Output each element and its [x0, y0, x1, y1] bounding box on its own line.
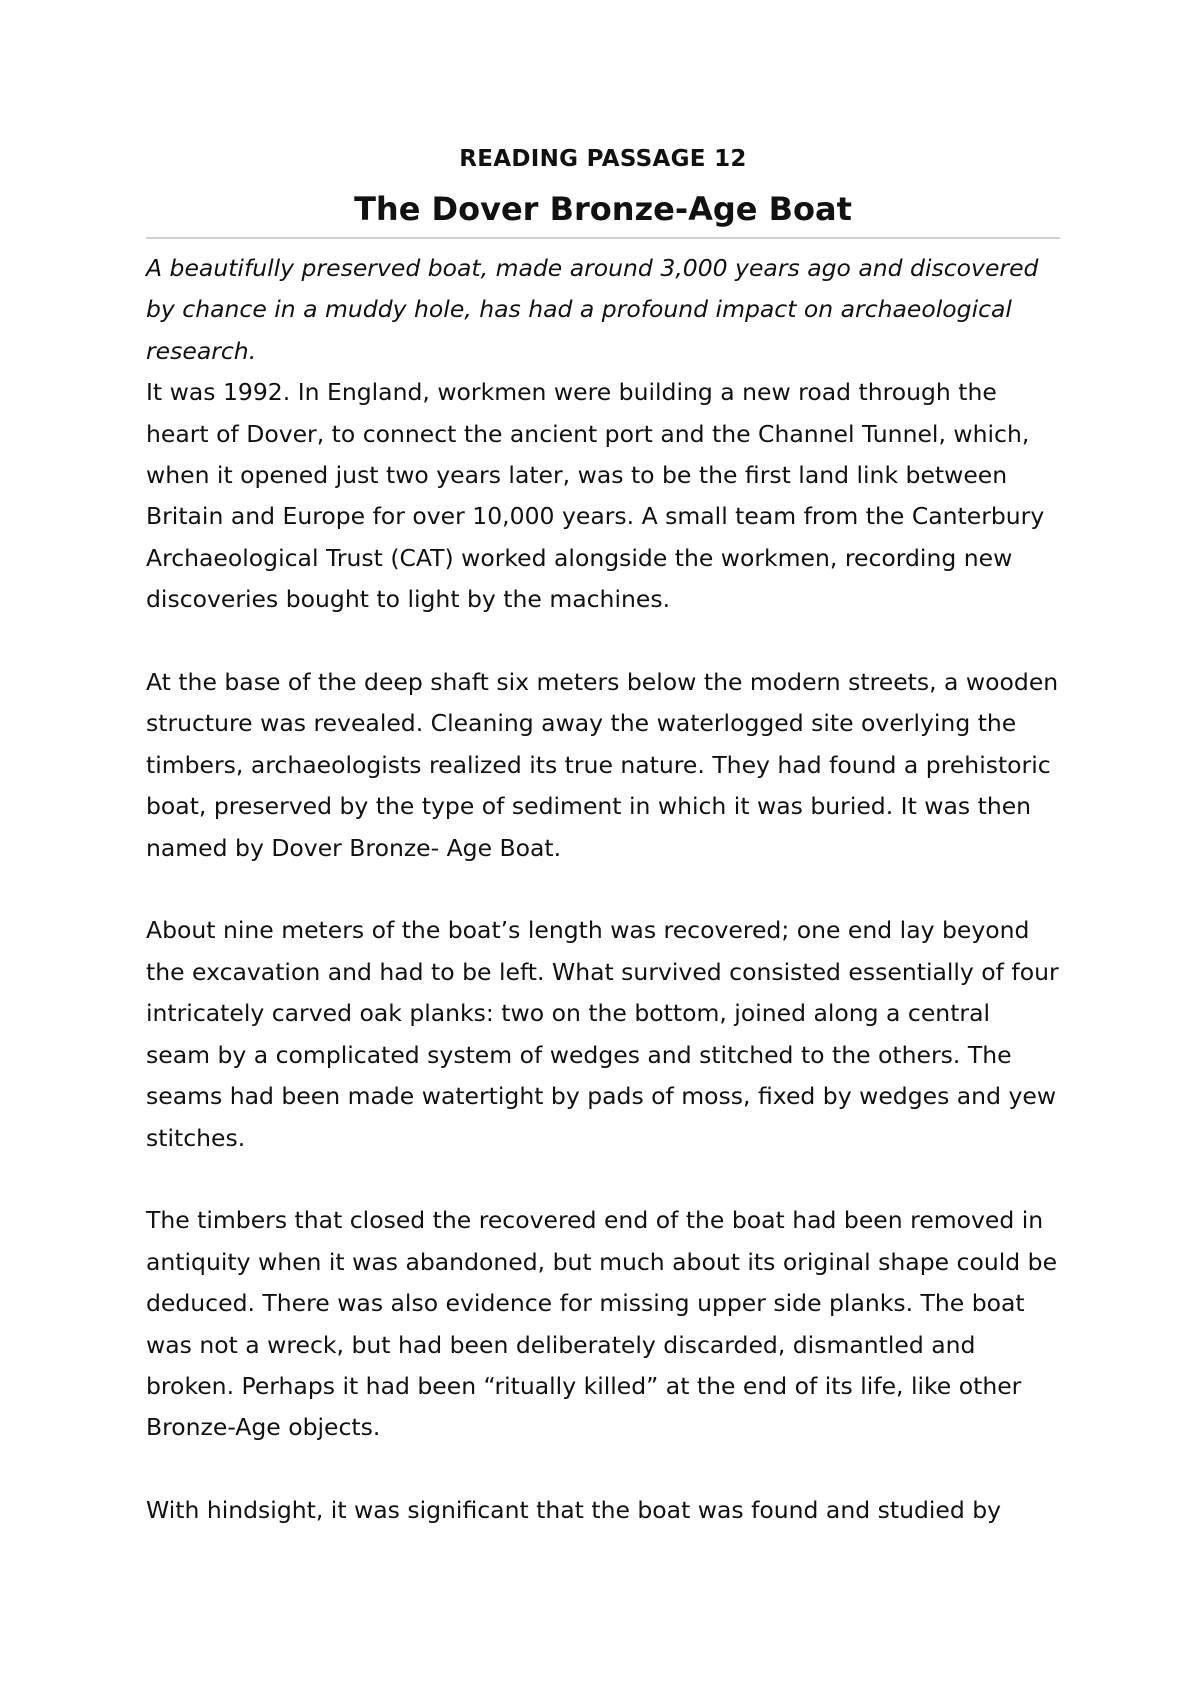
paragraph-1: It was 1992. In England, workmen were building a new road through the heart of Dover, to connect the ancient port and the Channel Tunnel, which, when it opened just two years later, was to be the first land link between Britain and Europe for over 10,000 years. A small team from the Canterbury Archaeological Trust (CAT) worked alongside the workmen, recording new discoveries bought to light by the machines.	[146, 378, 1045, 614]
paragraph-5: With hindsight, it was significant that the boat was found and studied by	[146, 1496, 1002, 1525]
document-title: The Dover Bronze-Age Boat	[354, 190, 852, 228]
title-divider	[146, 237, 1060, 239]
passage-label: READING PASSAGE 12	[459, 146, 747, 172]
paragraph-2: At the base of the deep shaft six meters below the modern streets, a wooden structure was revealed. Cleaning away the waterlogged site overlying the timbers, archaeologists realized its true nature. They had found a prehistoric boat, preserved by the type of sediment in which it was buried. It was then named by Dover Bronze- Age Boat.	[146, 668, 1059, 862]
passage-body	[146, 248, 1060, 1532]
intro-paragraph: A beautifully preserved boat, made around 3,000 years ago and discovered by chance in a muddy hole, has had a profound impact on archaeological research.	[146, 254, 1039, 365]
paragraph-4: The timbers that closed the recovered end of the boat had been removed in antiquity when it was abandoned, but much about its original shape could be deduced. There was also evidence for missing upper side planks. The boat was not a wreck, but had been deliberately discarded, dismantled and broken. Perhaps it had been “ritually killed” at the end of its life, like other Bronze-Age objects.	[146, 1206, 1058, 1442]
paragraph-3: About nine meters of the boat’s length was recovered; one end lay beyond the excavation and had to be left. What survived consisted essentially of four intricately carved oak planks: two on the bottom, joined along a central seam by a complicated system of wedges and stitched to the others. The seams had been made watertight by pads of moss, fixed by wedges and yew stitches.	[146, 916, 1059, 1152]
